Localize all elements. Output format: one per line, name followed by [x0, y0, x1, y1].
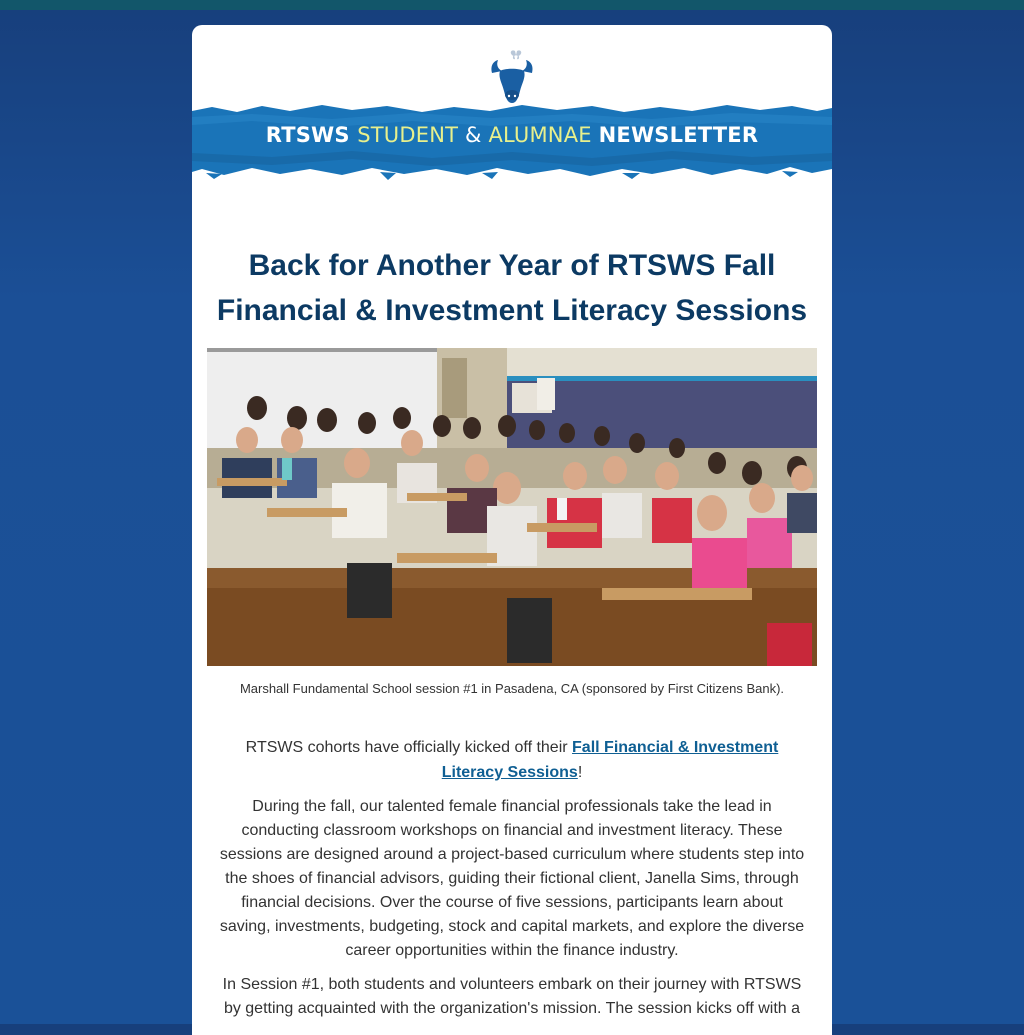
- banner-title-alumnae: ALUMNAE: [488, 123, 599, 147]
- body-paragraph-3: In Session #1, both students and volunteers embark on their journey with RTSWS by getting acquainted with the organization's mission. The session kicks off with a: [222, 976, 802, 1017]
- banner-title-rtsws: RTSWS: [265, 123, 358, 147]
- banner-title-student: STUDENT: [357, 123, 466, 147]
- bull-logo-icon: [482, 47, 542, 107]
- fall-sessions-link[interactable]: Fall Financial & Investment Literacy Sessions: [441, 739, 779, 781]
- banner-title: [192, 123, 832, 147]
- article-headline: Back for Another Year of RTSWS Fall Financial & Investment Literacy Sessions: [216, 249, 808, 327]
- photo-caption: Marshall Fundamental School session #1 in Pasadena, CA (sponsored by First Citizens Bank).: [239, 681, 785, 696]
- banner-title-amp: &: [465, 123, 489, 147]
- banner-title-newsletter: NEWSLETTER: [598, 123, 759, 147]
- classroom-photo: [207, 348, 817, 666]
- intro-paragraph: [217, 735, 807, 785]
- body-paragraph-2: During the fall, our talented female financial professionals take the lead in conducting classroom workshops on financial and investment literacy. These sessions are designed around a project-based curriculum where students step into the shoes of financial advisors, guiding their fictional client, Janella Sims, through financial decisions. Over the course of five sessions, participants learn about saving, investments, budgeting, stock and capital markets, and explore the diverse career opportunities within the finance industry.: [219, 798, 805, 959]
- top-strip: [0, 0, 1024, 10]
- intro-text: RTSWS cohorts have officially kicked off their: [245, 739, 573, 756]
- newsletter-card: [192, 25, 832, 1035]
- intro-end: !: [577, 764, 583, 781]
